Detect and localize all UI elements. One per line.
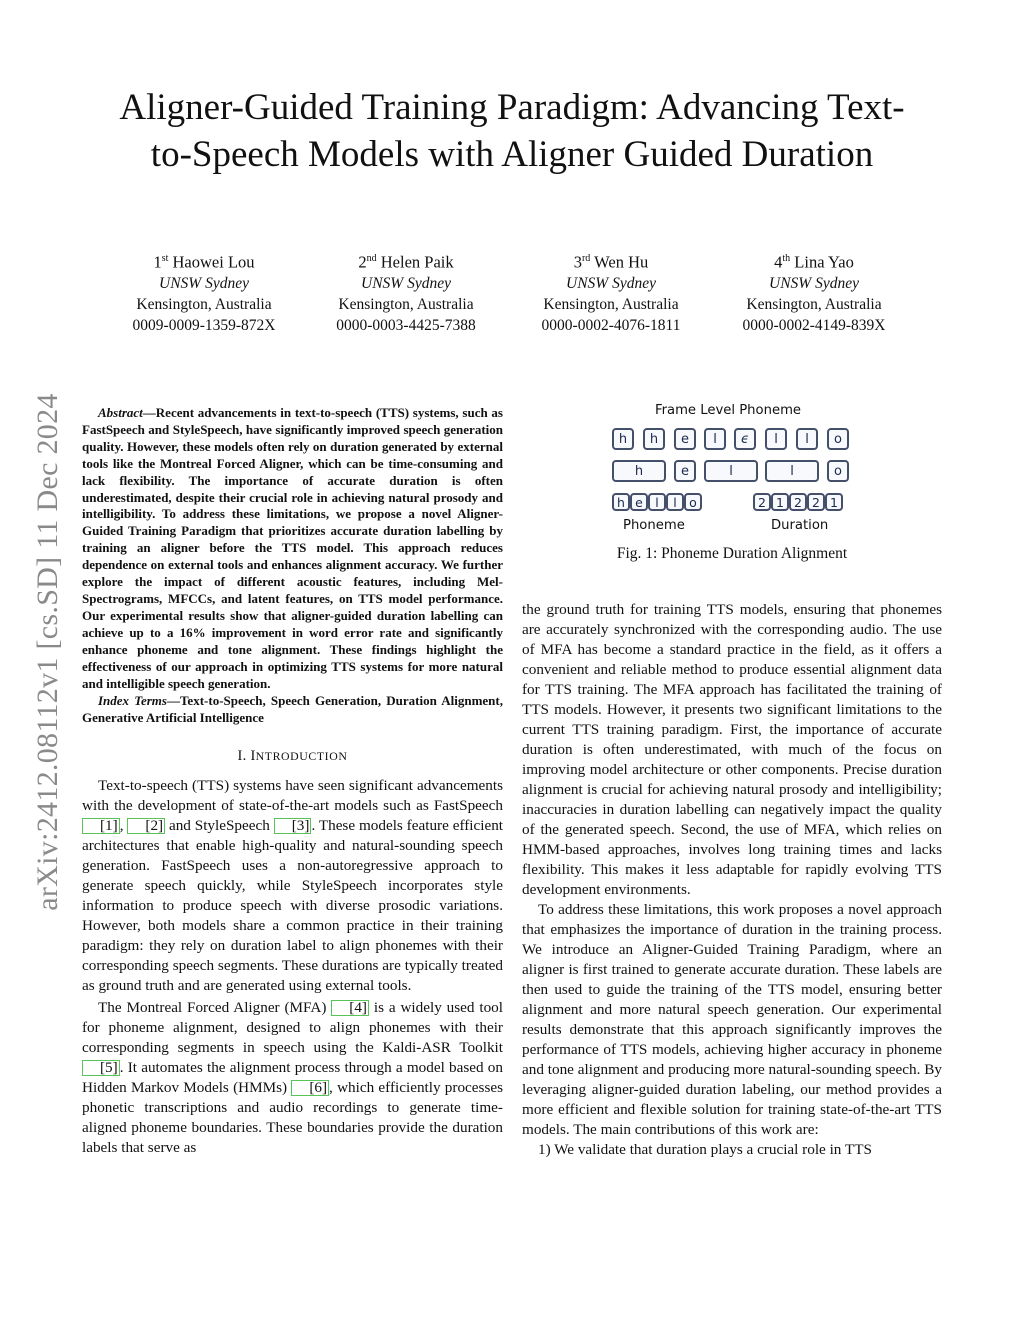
paper-title: Aligner-Guided Training Paradigm: Advancing Text-to-Speech Models with Aligner Guided Duration — [119, 87, 905, 175]
arxiv-sidebar — [30, 352, 66, 952]
figure-phoneme-duration-alignment — [603, 400, 853, 540]
author-card — [511, 248, 711, 336]
intro-paragraph: The Montreal Forced Aligner (MFA) [4] is a widely used tool for phoneme alignment, designed to align phonemes with their corresponding segments in speech using the Kaldi-ASR Toolkit [5] . It automates the alignment process through a model based on Hidden Markov Models (HMMs) [6] , which efficiently processes phonetic transcriptions and audio recordings to generate time-aligned phoneme boundaries. These boundaries provide the duration labels that serve as — [82, 999, 504, 1157]
frame-phoneme-box: h — [612, 428, 634, 450]
phoneme-span-box: h — [612, 460, 666, 482]
duration-box: 1 — [825, 493, 843, 511]
duration-label: Duration — [771, 518, 829, 533]
citation-link[interactable]: [4] — [331, 1000, 369, 1016]
author-affiliation: UNSW Sydney — [566, 274, 656, 292]
phoneme-span-box: e — [674, 460, 696, 482]
frame-phoneme-box: ϵ — [734, 428, 756, 450]
right-column — [522, 600, 942, 1160]
intro-paragraph: To address these limitations, this work proposes a novel approach that emphasizes the importance of duration in the training process. We introduce an Aligner-Guided Training Paradigm, where an aligner is first trained to generate accurate duration. These labels are then used to guide the training of the TTS model, ensuring better alignment and more natural speech generation. Our experimental results demonstrate that this approach significantly improves the performance of TTS models, achieving higher accuracy in phoneme and tone alignment and producing more natural-sounding speech. By leveraging aligner-guided duration labeling, our method provides a more efficient and flexible solution for training state-of-the-art TTS models. The main contributions of this work are: — [522, 901, 942, 1138]
frame-phoneme-box: h — [643, 428, 665, 450]
author-affiliation: UNSW Sydney — [769, 274, 859, 292]
citation-link[interactable]: [2] — [127, 818, 165, 834]
intro-paragraph: the ground truth for training TTS models, ensuring that phonemes are accurately synchronized with the corresponding audio. The use of MFA has become a standard practice in the field, as it offers a convenient and reliable method to produce essential alignment data for TTS training. The MFA approach has facilitated the training of TTS models. However, it presents two significant limitations to the current TTS training paradigm. First, the importance of accurate duration is often underestimated, with much of the focus on improving model architecture or other components. Precise duration alignment is crucial for achieving natural prosody and intelligibility; inaccuracies in duration labelling can negatively impact the quality of the generated speech. Second, the use of MFA, which relies on HMM-based approaches, involves long training times and lacks flexibility. This makes it less adaptable for rapidly evolving TTS development environments. — [522, 601, 942, 898]
phoneme-box: h — [612, 493, 630, 511]
phoneme-box: e — [630, 493, 648, 511]
phoneme-label: Phoneme — [623, 518, 685, 533]
author-location: Kensington, Australia — [136, 295, 272, 313]
duration-box: 2 — [807, 493, 825, 511]
author-name-line: 1st Haowei Lou — [153, 252, 255, 272]
left-column — [82, 405, 503, 1158]
phoneme-box: l — [648, 493, 666, 511]
author-card — [306, 248, 506, 336]
citation-link[interactable]: [1] — [82, 818, 120, 834]
frame-phoneme-box: o — [827, 428, 849, 450]
index-terms: Index Terms—Text-to-Speech, Speech Generation, Duration Alignment, Generative Artificial Intelligence — [82, 693, 503, 726]
phoneme-span-box: o — [827, 460, 849, 482]
contribution-list-item: 1) We validate that duration plays a crucial role in TTS — [538, 1141, 872, 1158]
author-orcid: 0000-0002-4149-839X — [742, 316, 886, 334]
author-name-line: 3rd Wen Hu — [573, 252, 649, 272]
section-heading-introduction: I. INTRODUCTION — [237, 748, 348, 765]
figure-caption: Fig. 1: Phoneme Duration Alignment — [616, 545, 848, 562]
abstract: Abstract—Recent advancements in text-to-speech (TTS) systems, such as FastSpeech and StyleSpeech, have significantly improved speech generation quality. However, these models often rely on duration generated by external tools like the Montreal Forced Aligner, which can be time-consuming and lack flexibility. The importance of accurate duration is often underestimated, despite their crucial role in achieving natural prosody and intelligibility. To address these limitations, we propose a novel Aligner-Guided Training Paradigm that prioritizes accurate duration labelling by training an aligner before the TTS model. This approach reduces dependence on external tools and enhances alignment accuracy. We further explore the impact of different acoustic features, including Mel-Spectrograms, MFCCs, and latent features, on TTS model performance. Our experimental results show that aligner-guided duration labelling can achieve up to a 16% improvement in word error rate and significantly enhance phoneme and tone alignment. These findings highlight the effectiveness of our approach in optimizing TTS systems for more natural and intelligible speech generation. — [82, 405, 503, 691]
citation-link[interactable]: [6] — [291, 1080, 329, 1096]
author-location: Kensington, Australia — [543, 295, 679, 313]
intro-paragraph: Text-to-speech (TTS) systems have seen significant advancements with the development of state-of-the-art models such as FastSpeech [1] , [2] and StyleSpeech [3] . These models feature efficient architectures that enable high-quality and natural-sounding speech generation. FastSpeech uses a non-autoregressive approach to generate speech quickly, while StyleSpeech incorporates style information to produce speech with diverse prosodic variations. However, both models share a common practice in their training paradigm: they rely on duration label to align phonemes with their corresponding speech segments. These durations are typically treated as ground truth and are generated using external tools. — [82, 777, 504, 995]
author-card — [104, 248, 304, 336]
citation-link[interactable]: [5] — [82, 1060, 120, 1076]
figure-title: Frame Level Phoneme — [654, 403, 802, 418]
author-orcid: 0000-0003-4425-7388 — [336, 316, 476, 334]
phoneme-box: o — [684, 493, 702, 511]
author-orcid: 0009-0009-1359-872X — [132, 316, 276, 334]
citation-link[interactable]: [3] — [274, 818, 312, 834]
author-location: Kensington, Australia — [338, 295, 474, 313]
duration-box: 2 — [789, 493, 807, 511]
frame-phoneme-box: l — [796, 428, 818, 450]
author-name-line: 4th Lina Yao — [774, 252, 854, 272]
duration-box: 1 — [771, 493, 789, 511]
author-card — [714, 248, 914, 336]
author-location: Kensington, Australia — [746, 295, 882, 313]
frame-phoneme-box: l — [704, 428, 726, 450]
phoneme-span-box: l — [765, 460, 819, 482]
author-affiliation: UNSW Sydney — [159, 274, 249, 292]
author-name-line: 2nd Helen Paik — [358, 252, 454, 272]
frame-phoneme-box: l — [765, 428, 787, 450]
author-affiliation: UNSW Sydney — [361, 274, 451, 292]
phoneme-span-box: l — [704, 460, 758, 482]
frame-phoneme-box: e — [674, 428, 696, 450]
phoneme-box: l — [666, 493, 684, 511]
arxiv-identifier: arXiv:2412.08112v1 [cs.SD] 11 Dec 2024 — [31, 393, 64, 911]
author-orcid: 0000-0002-4076-1811 — [541, 316, 681, 334]
duration-box: 2 — [753, 493, 771, 511]
